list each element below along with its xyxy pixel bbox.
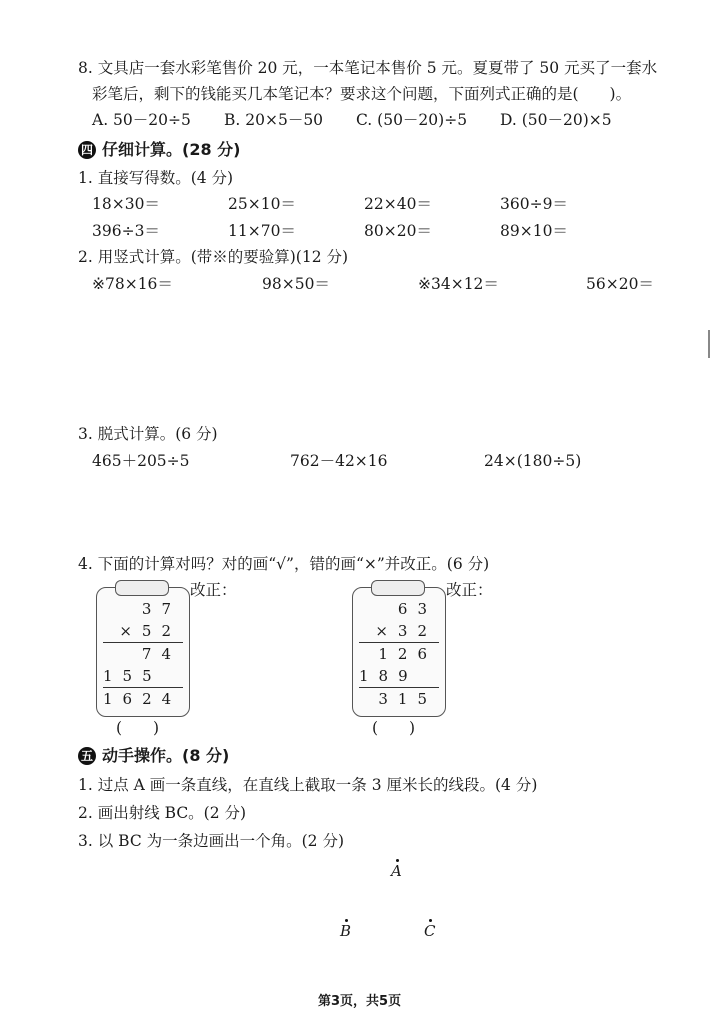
calc-card-2	[352, 587, 446, 717]
s4-q3-item: 762－42×16	[290, 452, 388, 470]
clipboard-clip-icon	[115, 580, 169, 596]
s4-q3-item: 465＋205÷5	[92, 452, 190, 470]
clipboard-clip-icon	[371, 580, 425, 596]
q8-option-d: D. (50－20)×5	[500, 111, 612, 129]
calc1-line: 37	[141, 600, 181, 618]
s4-q2-item: 56×20＝	[586, 275, 654, 293]
q8-option-b: B. 20×5－50	[224, 111, 324, 129]
s4-q1-item: 18×30＝	[92, 195, 160, 213]
calc2-line: ×32	[375, 622, 437, 640]
s4-q1-item: 396÷3＝	[92, 222, 160, 240]
section4-title: 仔细计算。(28 分)	[102, 140, 241, 159]
s4-q2-title: 2. 用竖式计算。(带※的要验算)(12 分)	[78, 248, 349, 266]
s4-q1-item: 11×70＝	[228, 222, 296, 240]
section5-title: 动手操作。(8 分)	[102, 746, 230, 765]
s4-q4-title: 4. 下面的计算对吗？对的画“√”，错的画“×”并改正。(6 分)	[78, 555, 490, 573]
s5-q3: 3. 以 BC 为一条边画出一个角。(2 分)	[78, 832, 344, 850]
calc1-line: 1624	[103, 687, 183, 710]
s4-q2-item: ※34×12＝	[418, 275, 499, 293]
s4-q2-item: 98×50＝	[262, 275, 330, 293]
point-a-label: A	[391, 862, 402, 880]
s4-q1-item: 80×20＝	[364, 222, 432, 240]
s4-q1-item: 22×40＝	[364, 195, 432, 213]
section5-heading	[78, 745, 229, 767]
q8-line2: 彩笔后，剩下的钱能买几本笔记本？要求这个问题，下面列式正确的是( )。	[92, 85, 632, 103]
calc2-correct-label: 改正：	[446, 581, 493, 599]
calc-card-1	[96, 587, 190, 717]
s5-q2: 2. 画出射线 BC。(2 分)	[78, 804, 247, 822]
s4-q1-item: 360÷9＝	[500, 195, 568, 213]
calc2-line: 189	[359, 667, 418, 685]
point-c-label: C	[424, 922, 436, 940]
page-footer: 第3页，共5页	[318, 994, 402, 1009]
s4-q3-title: 3. 脱式计算。(6 分)	[78, 425, 218, 443]
calc2-line: 63	[397, 600, 437, 618]
section4-badge: 四	[78, 141, 96, 159]
q8-option-c: C. (50－20)÷5	[356, 111, 468, 129]
calc1-line: 155	[103, 667, 162, 685]
calc1-line: 74	[103, 642, 183, 665]
s5-q1: 1. 过点 A 画一条直线，在直线上截取一条 3 厘米长的线段。(4 分)	[78, 776, 538, 794]
calc1-answer-paren: ( )	[116, 719, 160, 737]
section4-heading	[78, 139, 240, 161]
s4-q2-item: ※78×16＝	[92, 275, 173, 293]
q8-line1: 8. 文具店一套水彩笔售价 20 元，一本笔记本售价 5 元。夏夏带了 50 元买了一套水	[78, 59, 658, 77]
calc2-answer-paren: ( )	[372, 719, 416, 737]
scan-edge-mark	[708, 330, 710, 358]
section5-badge: 五	[78, 747, 96, 765]
calc2-line: 315	[359, 687, 439, 710]
point-b-label: B	[340, 922, 352, 940]
s4-q3-item: 24×(180÷5)	[484, 452, 582, 470]
s4-q1-item: 25×10＝	[228, 195, 296, 213]
s4-q1-item: 89×10＝	[500, 222, 568, 240]
s4-q1-title: 1. 直接写得数。(4 分)	[78, 169, 234, 187]
calc2-line: 126	[359, 642, 439, 665]
calc1-line: ×52	[119, 622, 181, 640]
q8-option-a: A. 50－20÷5	[92, 111, 191, 129]
calc1-correct-label: 改正：	[190, 581, 237, 599]
